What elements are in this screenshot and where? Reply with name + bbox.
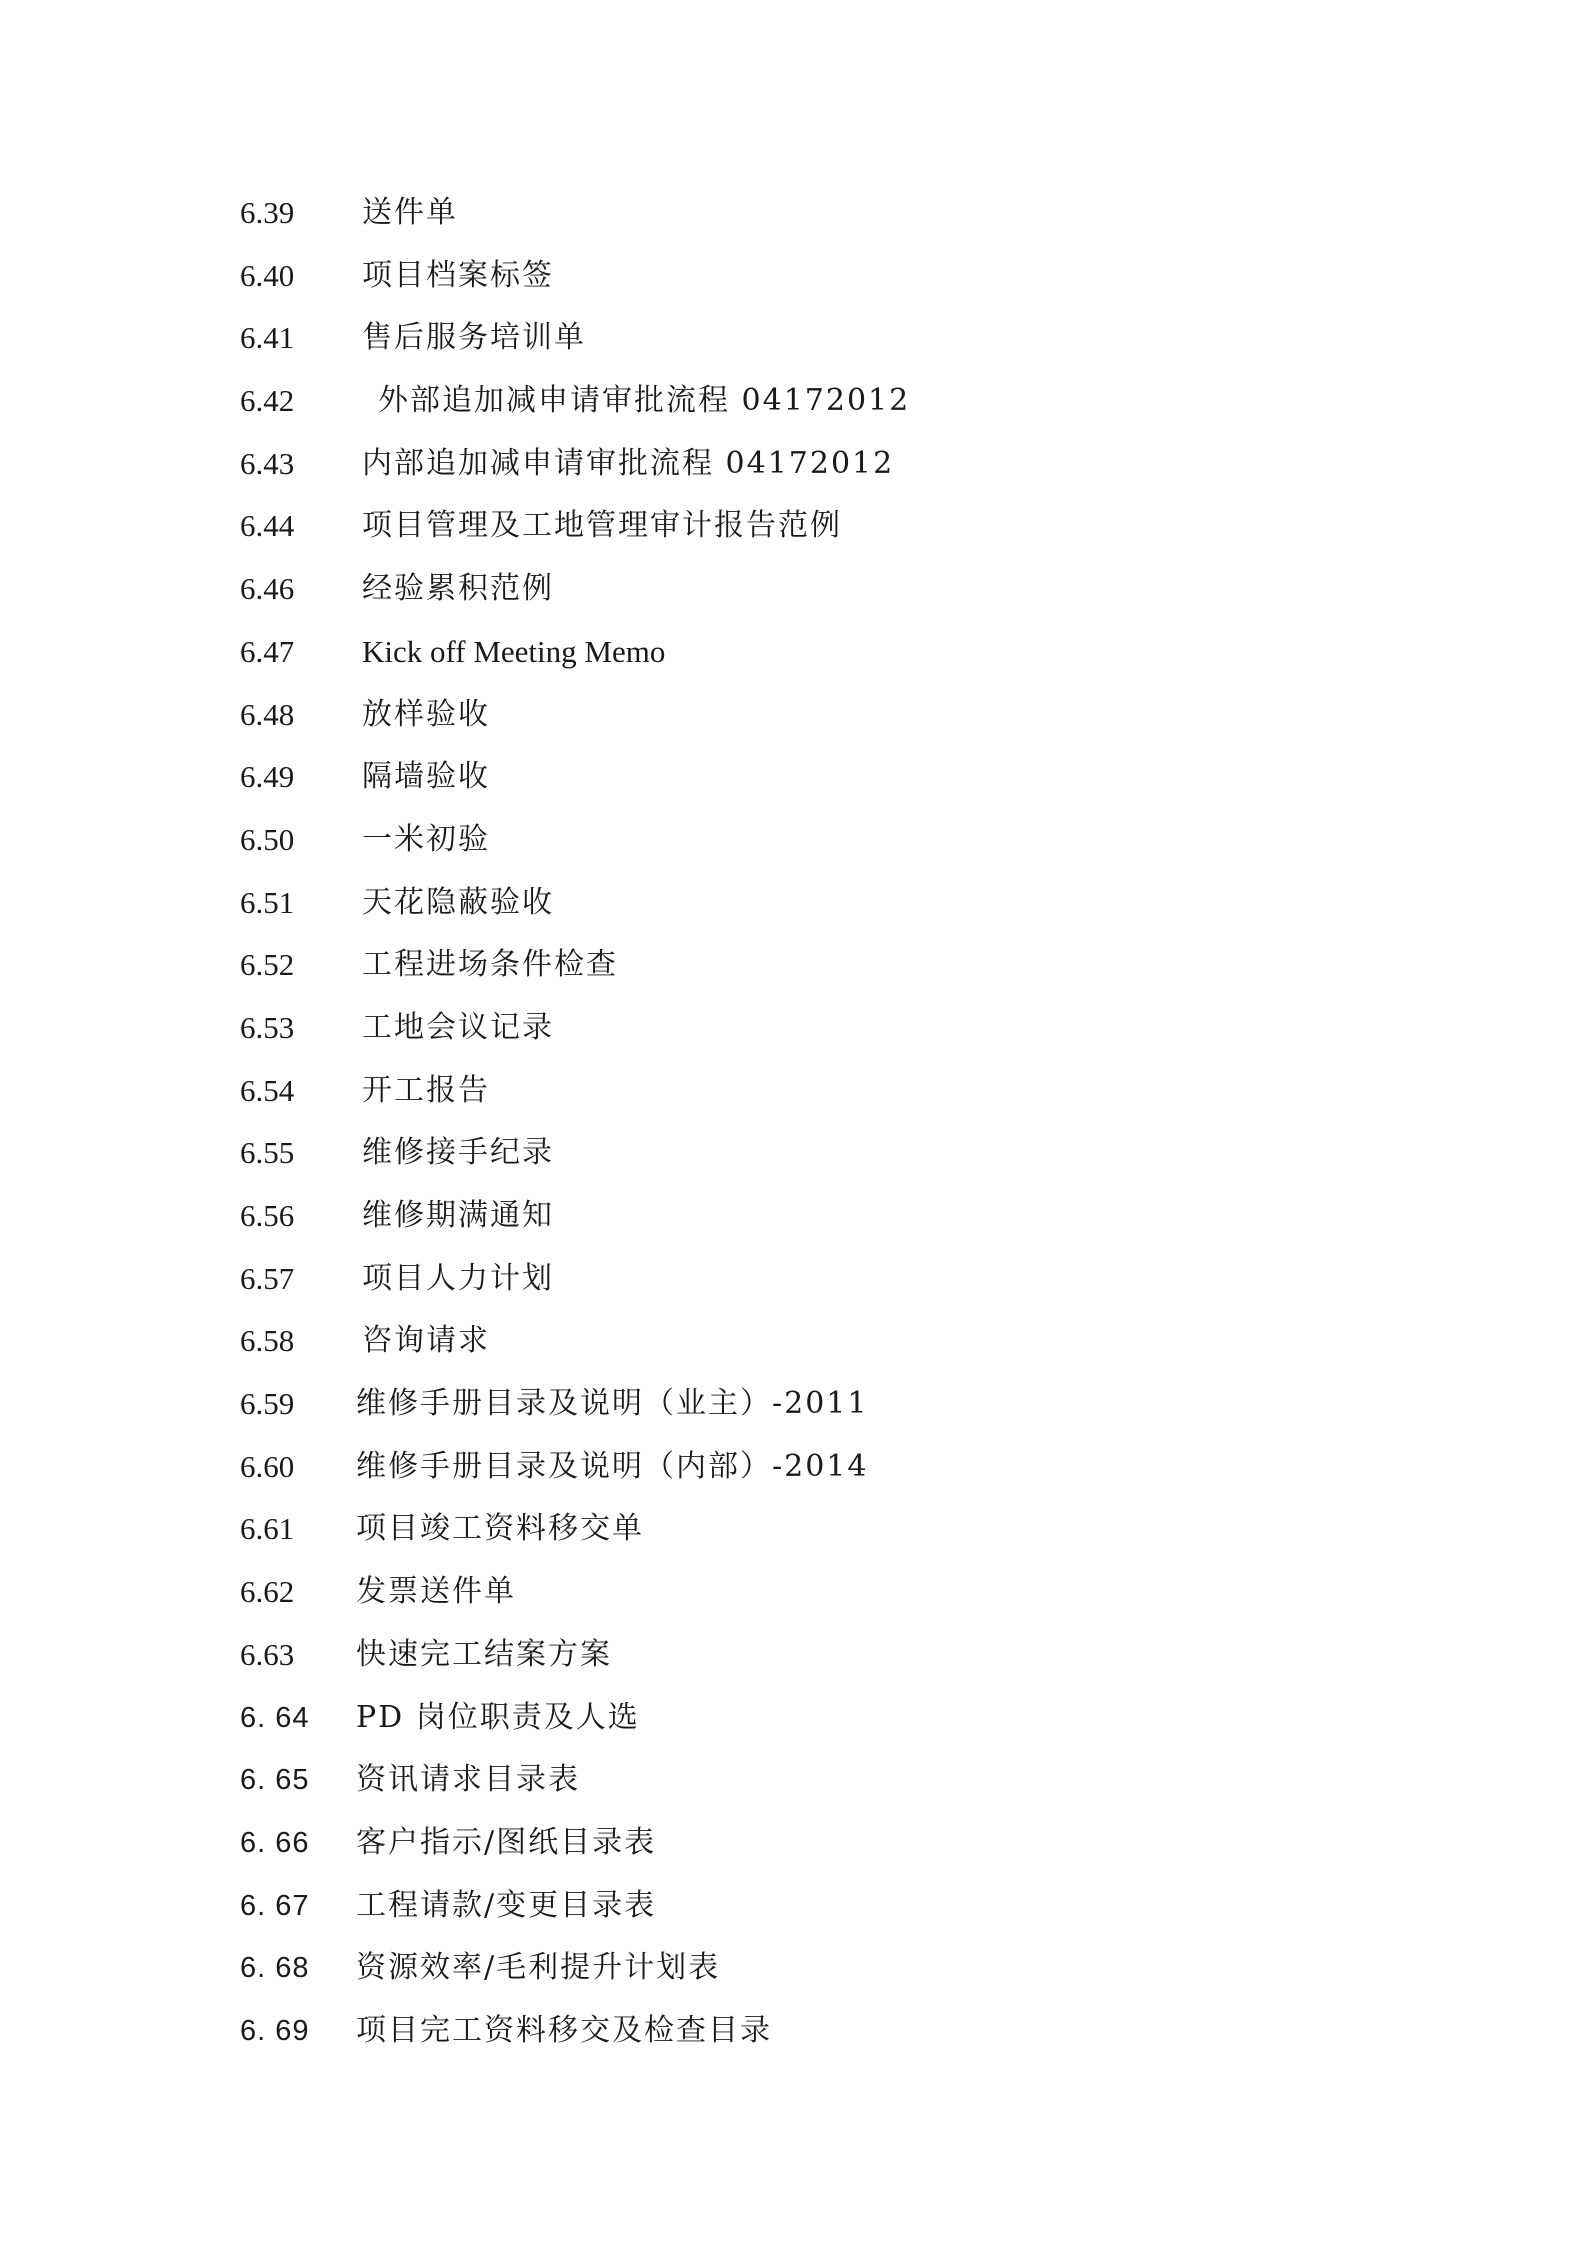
toc-entry-title: 项目档案标签	[362, 257, 554, 293]
toc-entry-title: 客户指示/图纸目录表	[356, 1824, 657, 1860]
toc-entry-title: 工程进场条件检查	[362, 947, 618, 983]
toc-entry-title: 资讯请求目录表	[356, 1762, 580, 1798]
toc-entry-number: 6. 64	[240, 1701, 310, 1734]
toc-entry-number: 6.41	[240, 320, 295, 356]
toc-entry	[240, 629, 1340, 692]
toc-entry-number: 6. 66	[240, 1826, 310, 1859]
toc-entry-title: 维修期满通知	[362, 1198, 554, 1233]
toc-entry-number: 6. 67	[240, 1889, 310, 1922]
toc-entry-number: 6.42	[240, 383, 295, 419]
toc-entry-number: 6.50	[240, 821, 295, 857]
toc-entry-title: 快速完工结案方案	[356, 1636, 612, 1672]
toc-entry-number: 6.62	[240, 1574, 295, 1610]
toc-entry-number: 6.63	[240, 1636, 295, 1672]
toc-entry	[240, 817, 1340, 880]
toc-entry-title: 售后服务培训单	[362, 320, 586, 356]
toc-entry-title: 维修接手纪录	[362, 1135, 554, 1171]
toc-entry-number: 6.40	[240, 257, 295, 293]
toc-entry	[240, 1068, 1340, 1131]
toc-entry	[240, 1883, 1340, 1946]
toc-entry-title: 一米初验	[362, 821, 490, 857]
toc-entry-title: 工地会议记录	[362, 1009, 554, 1045]
toc-entry-number: 6.39	[240, 195, 295, 230]
toc-entry-number: 6.51	[240, 884, 295, 920]
toc-entry	[240, 1569, 1340, 1632]
toc-entry	[240, 503, 1340, 566]
toc-entry	[240, 754, 1340, 817]
toc-entry	[240, 1193, 1340, 1256]
toc-entry-title: Kick off Meeting Memo	[362, 633, 666, 669]
toc-entry-title: 隔墙验收	[362, 759, 490, 795]
toc-entry-number: 6.48	[240, 696, 295, 732]
toc-entry	[240, 1632, 1340, 1695]
toc-entry	[240, 441, 1340, 504]
toc-entry	[240, 566, 1340, 629]
toc-entry-title: 内部追加减申请审批流程 04172012	[362, 445, 895, 481]
toc-entry-number: 6.60	[240, 1448, 295, 1484]
toc-entry	[240, 1757, 1340, 1820]
toc-entry-number: 6.46	[240, 571, 295, 607]
toc-entry-title: 项目管理及工地管理审计报告范例	[362, 508, 842, 544]
toc-entry-title: 开工报告	[362, 1072, 490, 1108]
toc-entry	[240, 1695, 1340, 1758]
toc-entry	[240, 378, 1340, 441]
toc-entry	[240, 2008, 1340, 2071]
toc-entry-title: 送件单	[362, 195, 458, 230]
toc-entry-number: 6.44	[240, 508, 295, 544]
toc-entry	[240, 1381, 1340, 1444]
toc-entry-title: 经验累积范例	[362, 571, 554, 607]
toc-entry	[240, 692, 1340, 755]
toc-entry-number: 6.54	[240, 1072, 295, 1108]
toc-entry	[240, 880, 1340, 943]
table-of-contents	[240, 190, 1340, 2071]
toc-entry	[240, 1506, 1340, 1569]
toc-entry-number: 6.61	[240, 1511, 295, 1547]
toc-entry-title: 项目完工资料移交及检查目录	[356, 2012, 772, 2048]
toc-entry-title: 维修手册目录及说明（内部）-2014	[356, 1448, 869, 1484]
toc-entry	[240, 315, 1340, 378]
toc-entry-title: 维修手册目录及说明（业主）-2011	[356, 1386, 869, 1422]
toc-entry	[240, 1318, 1340, 1381]
toc-entry-title: 项目人力计划	[362, 1260, 554, 1296]
toc-entry	[240, 942, 1340, 1005]
toc-entry-number: 6.52	[240, 947, 295, 983]
toc-entry	[240, 1820, 1340, 1883]
toc-entry-title: 咨询请求	[362, 1323, 490, 1359]
toc-entry-title: PD 岗位职责及人选	[356, 1699, 640, 1735]
toc-entry	[240, 1256, 1340, 1319]
toc-entry	[240, 1005, 1340, 1068]
toc-entry-number: 6.58	[240, 1323, 295, 1359]
toc-entry-title: 资源效率/毛利提升计划表	[356, 1950, 721, 1986]
toc-entry	[240, 190, 1340, 253]
toc-entry	[240, 253, 1340, 316]
toc-entry-number: 6.43	[240, 445, 295, 481]
toc-entry-number: 6.59	[240, 1386, 295, 1422]
toc-entry-number: 6.53	[240, 1009, 295, 1045]
toc-entry-title: 发票送件单	[356, 1574, 516, 1610]
toc-entry-number: 6. 68	[240, 1952, 310, 1985]
toc-entry-number: 6.55	[240, 1135, 295, 1171]
toc-entry-title: 外部追加减申请审批流程 04172012	[378, 383, 911, 419]
toc-entry	[240, 1444, 1340, 1507]
toc-entry-number: 6.56	[240, 1198, 295, 1233]
toc-entry-number: 6.57	[240, 1260, 295, 1296]
toc-entry	[240, 1130, 1340, 1193]
toc-entry-title: 工程请款/变更目录表	[356, 1887, 657, 1923]
toc-entry-number: 6. 69	[240, 2014, 310, 2047]
toc-entry-number: 6.49	[240, 759, 295, 795]
toc-entry	[240, 1945, 1340, 2008]
toc-entry-number: 6. 65	[240, 1764, 310, 1797]
toc-entry-number: 6.47	[240, 633, 295, 669]
toc-entry-title: 项目竣工资料移交单	[356, 1511, 644, 1547]
toc-entry-title: 放样验收	[362, 696, 490, 732]
toc-entry-title: 天花隐蔽验收	[362, 884, 554, 920]
